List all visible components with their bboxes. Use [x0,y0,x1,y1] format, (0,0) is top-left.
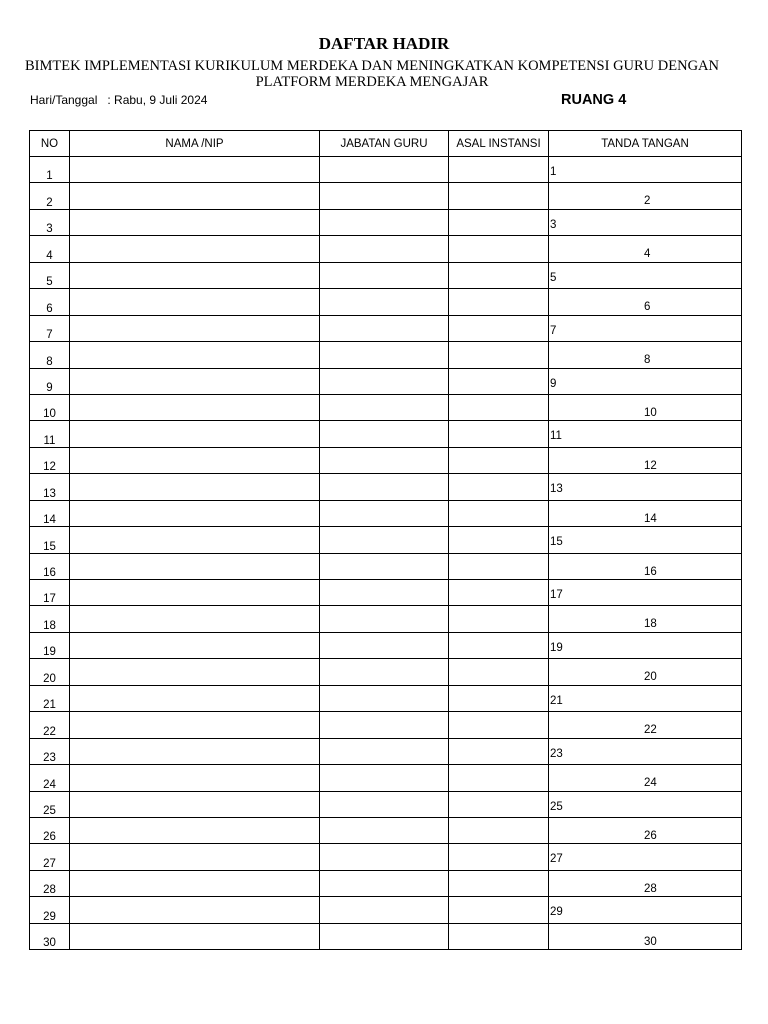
institution-cell[interactable] [449,236,549,262]
institution-cell[interactable] [449,923,549,949]
name-nip-cell[interactable] [70,394,320,420]
name-nip-cell[interactable] [70,447,320,473]
institution-cell[interactable] [449,500,549,526]
row-number: 23 [30,738,70,764]
signature-cell[interactable] [549,580,742,606]
name-nip-cell[interactable] [70,844,320,870]
signature-number: 10 [644,406,657,419]
name-nip-cell[interactable] [70,765,320,791]
signature-cell[interactable] [549,791,742,817]
table-row [30,765,742,791]
table-row [30,844,742,870]
document-subtitle: BIMTEK IMPLEMENTASI KURIKULUM MERDEKA DAN MENINGKATKAN KOMPETENSI GURU DENGAN PLATFORM MERDEKA MENGAJAR [24,58,719,90]
signature-cell[interactable] [549,844,742,870]
position-cell[interactable] [320,236,449,262]
position-cell[interactable] [320,157,449,183]
signature-number: 29 [550,906,563,919]
name-nip-cell[interactable] [70,527,320,553]
signature-number: 18 [644,618,657,631]
signature-number: 28 [644,882,657,895]
signature-number: 23 [550,747,563,760]
signature-cell[interactable] [549,315,742,341]
name-nip-cell[interactable] [70,870,320,896]
signature-cell[interactable] [549,870,742,896]
signature-number: 20 [644,671,657,684]
table-row [30,923,742,949]
row-number: 25 [30,791,70,817]
signature-cell[interactable] [549,606,742,632]
institution-cell[interactable] [449,632,549,658]
position-cell[interactable] [320,342,449,368]
signature-cell[interactable] [549,817,742,843]
signature-number: 4 [644,248,651,261]
row-number: 28 [30,870,70,896]
signature-cell[interactable] [549,157,742,183]
institution-cell[interactable] [449,289,549,315]
name-nip-cell[interactable] [70,817,320,843]
column-header-name-nip: NAMA /NIP [70,131,320,157]
position-cell[interactable] [320,685,449,711]
signature-cell[interactable] [549,289,742,315]
position-cell[interactable] [320,580,449,606]
row-number: 26 [30,817,70,843]
table-row [30,738,742,764]
institution-cell[interactable] [449,394,549,420]
signature-number: 24 [644,777,657,790]
name-nip-cell[interactable] [70,474,320,500]
column-header-position: JABATAN GURU [320,131,449,157]
position-cell[interactable] [320,606,449,632]
name-nip-cell[interactable] [70,791,320,817]
position-cell[interactable] [320,844,449,870]
institution-cell[interactable] [449,738,549,764]
table-row [30,870,742,896]
signature-cell[interactable] [549,447,742,473]
table-row [30,817,742,843]
signature-number: 1 [550,166,557,178]
position-cell[interactable] [320,632,449,658]
column-header-institution: ASAL INSTANSI [449,131,549,157]
table-row [30,236,742,262]
institution-cell[interactable] [449,606,549,632]
signature-cell[interactable] [549,183,742,209]
row-number: 18 [30,606,70,632]
name-nip-cell[interactable] [70,923,320,949]
room-label: RUANG 4 [561,92,627,108]
table-body [30,157,742,950]
position-cell[interactable] [320,368,449,394]
signature-number: 12 [644,459,657,472]
institution-cell[interactable] [449,844,549,870]
position-cell[interactable] [320,791,449,817]
row-number: 2 [30,183,70,209]
position-cell[interactable] [320,712,449,738]
institution-cell[interactable] [449,209,549,235]
table-row [30,209,742,235]
signature-number: 16 [644,565,657,578]
signature-cell[interactable] [549,236,742,262]
institution-cell[interactable] [449,897,549,923]
column-header-signature: TANDA TANGAN [549,131,742,157]
signature-cell[interactable] [549,209,742,235]
signature-cell[interactable] [549,500,742,526]
table-row [30,157,742,183]
table-row [30,394,742,420]
row-number: 17 [30,580,70,606]
table-row [30,659,742,685]
signature-number: 2 [644,195,651,208]
signature-cell[interactable] [549,685,742,711]
signature-cell[interactable] [549,765,742,791]
signature-number: 21 [550,694,563,707]
table-row [30,342,742,368]
name-nip-cell[interactable] [70,342,320,368]
name-nip-cell[interactable] [70,157,320,183]
row-number: 19 [30,632,70,658]
name-nip-cell[interactable] [70,632,320,658]
row-number: 3 [30,209,70,235]
institution-cell[interactable] [449,553,549,579]
table-row [30,315,742,341]
row-number: 21 [30,685,70,711]
signature-number: 3 [550,218,557,231]
position-cell[interactable] [320,474,449,500]
row-number: 14 [30,500,70,526]
signature-cell[interactable] [549,897,742,923]
name-nip-cell[interactable] [70,289,320,315]
signature-number: 27 [550,853,563,866]
row-number: 12 [30,447,70,473]
column-header-no: NO [30,131,70,157]
institution-cell[interactable] [449,580,549,606]
row-number: 22 [30,712,70,738]
institution-cell[interactable] [449,817,549,843]
signature-cell[interactable] [549,632,742,658]
row-number: 24 [30,765,70,791]
position-cell[interactable] [320,897,449,923]
table-header-row [30,131,742,157]
position-cell[interactable] [320,183,449,209]
institution-cell[interactable] [449,157,549,183]
signature-number: 7 [550,324,557,337]
signature-number: 9 [550,377,557,390]
name-nip-cell[interactable] [70,659,320,685]
signature-number: 6 [644,301,651,314]
institution-cell[interactable] [449,368,549,394]
row-number: 20 [30,659,70,685]
position-cell[interactable] [320,738,449,764]
signature-number: 11 [550,430,562,443]
signature-number: 26 [644,829,657,842]
signature-cell[interactable] [549,421,742,447]
table-row [30,262,742,288]
institution-cell[interactable] [449,712,549,738]
table-row [30,685,742,711]
signature-number: 19 [550,641,563,654]
table-row [30,632,742,658]
position-cell[interactable] [320,315,449,341]
position-cell[interactable] [320,394,449,420]
name-nip-cell[interactable] [70,368,320,394]
institution-cell[interactable] [449,421,549,447]
signature-cell[interactable] [549,394,742,420]
institution-cell[interactable] [449,870,549,896]
table-row [30,527,742,553]
date-label: Hari/Tanggal : Rabu, 9 Juli 2024 [30,93,208,107]
document-title: DAFTAR HADIR [318,34,450,53]
name-nip-cell[interactable] [70,315,320,341]
attendance-table [29,130,742,950]
signature-cell[interactable] [549,342,742,368]
position-cell[interactable] [320,527,449,553]
position-cell[interactable] [320,421,449,447]
position-cell[interactable] [320,209,449,235]
position-cell[interactable] [320,500,449,526]
row-number: 9 [30,368,70,394]
name-nip-cell[interactable] [70,738,320,764]
name-nip-cell[interactable] [70,262,320,288]
name-nip-cell[interactable] [70,580,320,606]
position-cell[interactable] [320,262,449,288]
row-number: 1 [30,157,70,183]
table-row [30,183,742,209]
row-number: 4 [30,236,70,262]
row-number: 11 [30,421,70,447]
table-row [30,421,742,447]
signature-number: 25 [550,800,563,813]
signature-number: 15 [550,536,563,549]
table-row [30,791,742,817]
name-nip-cell[interactable] [70,606,320,632]
institution-cell[interactable] [449,262,549,288]
name-nip-cell[interactable] [70,712,320,738]
name-nip-cell[interactable] [70,500,320,526]
position-cell[interactable] [320,817,449,843]
row-number: 7 [30,315,70,341]
signature-number: 22 [644,724,657,737]
position-cell[interactable] [320,553,449,579]
row-number: 13 [30,474,70,500]
name-nip-cell[interactable] [70,553,320,579]
table-row [30,580,742,606]
position-cell[interactable] [320,659,449,685]
signature-cell[interactable] [549,659,742,685]
name-nip-cell[interactable] [70,685,320,711]
institution-cell[interactable] [449,474,549,500]
signature-number: 5 [550,271,557,284]
table-row [30,289,742,315]
name-nip-cell[interactable] [70,209,320,235]
signature-cell[interactable] [549,262,742,288]
institution-cell[interactable] [449,342,549,368]
institution-cell[interactable] [449,791,549,817]
name-nip-cell[interactable] [70,183,320,209]
signature-cell[interactable] [549,368,742,394]
row-number: 27 [30,844,70,870]
signature-cell[interactable] [549,474,742,500]
position-cell[interactable] [320,765,449,791]
signature-cell[interactable] [549,712,742,738]
position-cell[interactable] [320,923,449,949]
table-row [30,606,742,632]
table-row [30,500,742,526]
signature-cell[interactable] [549,553,742,579]
signature-number: 17 [550,589,563,601]
table-row [30,368,742,394]
table-row [30,553,742,579]
row-number: 8 [30,342,70,368]
signature-cell[interactable] [549,923,742,949]
institution-cell[interactable] [449,765,549,791]
institution-cell[interactable] [449,183,549,209]
name-nip-cell[interactable] [70,236,320,262]
table-row [30,474,742,500]
row-number: 29 [30,897,70,923]
table-row [30,897,742,923]
table-row [30,712,742,738]
signature-number: 8 [644,354,651,367]
row-number: 10 [30,394,70,420]
signature-number: 13 [550,483,563,496]
row-number: 16 [30,553,70,579]
signature-number: 30 [644,935,657,948]
position-cell[interactable] [320,870,449,896]
row-number: 6 [30,289,70,315]
signature-number: 14 [644,512,657,525]
position-cell[interactable] [320,289,449,315]
row-number: 30 [30,923,70,949]
name-nip-cell[interactable] [70,421,320,447]
table-row [30,447,742,473]
row-number: 5 [30,262,70,288]
signature-cell[interactable] [549,738,742,764]
position-cell[interactable] [320,447,449,473]
signature-cell[interactable] [549,527,742,553]
institution-cell[interactable] [449,527,549,553]
row-number: 15 [30,527,70,553]
name-nip-cell[interactable] [70,897,320,923]
institution-cell[interactable] [449,659,549,685]
institution-cell[interactable] [449,685,549,711]
institution-cell[interactable] [449,315,549,341]
institution-cell[interactable] [449,447,549,473]
